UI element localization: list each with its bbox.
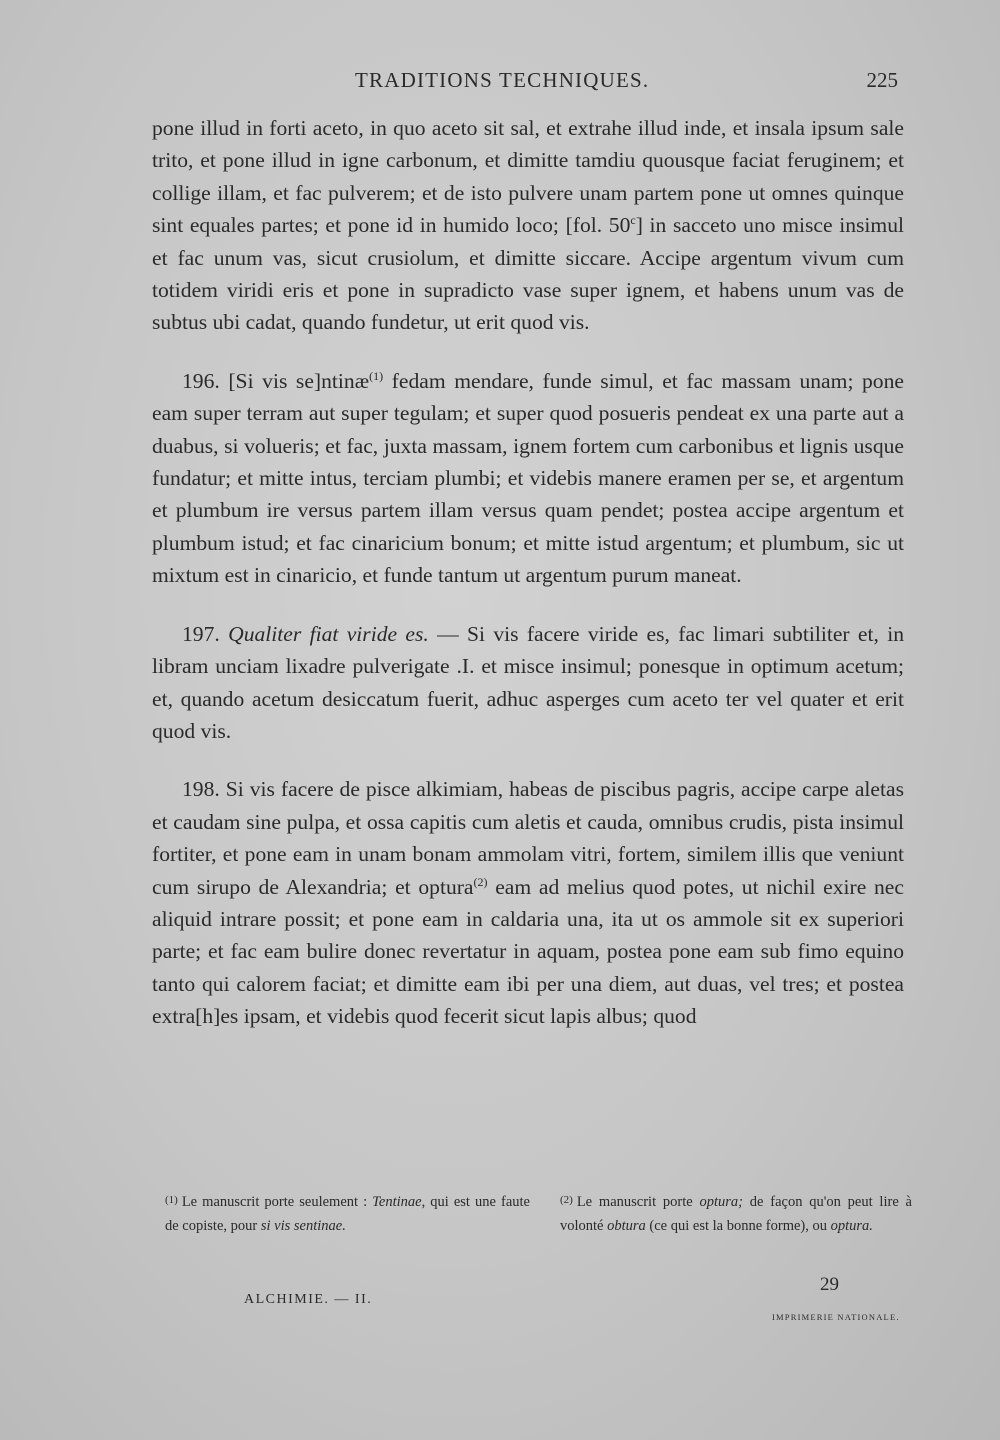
paragraph-continued [152,112,904,339]
paragraph-text: ] in sacceto uno misce insimul et fac unum vas, sicut crusiolum, et dimitte siccare. Accipe argentum vivum cum totidem viridi eris et pone in supradicto vase super ignem, et habens unum vas de subtus ubi cadat, quando fundetur, ut erit quod vis. [152,213,904,335]
footnote-text: Le manuscrit porte [576,1194,700,1210]
paragraph-198 [152,773,904,1032]
footnote-italic: optura. [830,1218,873,1234]
footnote-text: (ce qui est la bonne forme), ou [645,1218,831,1234]
main-text [152,112,904,1033]
printer-signature: ALCHIMIE. — II. [244,1292,373,1307]
footnote-italic: si vis sentinae. [260,1218,346,1234]
footnote-marker: (1) [165,1194,178,1206]
footnote-text: , qui est une faute de copiste, pour [165,1194,530,1234]
page-number: 225 [866,68,898,92]
paragraph-196 [152,365,904,592]
paragraph-text: — Si vis facere viride es, fac limari subtiliter et, in libram unciam lixadre pulverigate .I. et misce insimul; ponesque in optimum acetum; et, quando acetum desiccatum fuerit, adhuc asperges cum aceto ter vel quater et erit quod vis. [152,621,905,743]
paragraph-heading: Qualiter fiat viride es. [228,621,429,646]
footnote-italic: Tentinae [372,1194,422,1210]
folio-superscript: c [630,213,636,228]
paragraph-number: 197. [182,621,229,646]
footnote-ref-2: (2) [473,874,488,889]
footnote-italic: obtura [607,1218,646,1234]
paragraph-text: 198. Si vis facere de pisce alkimiam, habeas de piscibus pagris, accipe carpe aletas et caudam sine pulpa, et ossa capitis cum aletis et cauda, omnibus crudis, pista insimul fortiter, et pone eam in unam bonam ammolam vitri, fortem, similem illis que veniunt cum sirupo de Alexandria; et optura [152,777,904,899]
footnote-text: Le manuscrit porte seulement : [181,1194,373,1210]
paragraph-197 [152,618,904,748]
sheet-number: 29 [820,1274,839,1295]
printer-imprint: IMPRIMERIE NATIONALE. [772,1312,900,1322]
paragraph-text: 196. [Si vis se]ntinæ [182,368,370,393]
footnote-italic: optura; [699,1194,743,1210]
footnote-1 [165,1188,530,1238]
paragraph-text: eam ad melius quod potes, ut nichil exire nec aliquid intrare possit; et pone eam in caldaria una, ita ut os ammole sit ex superiori parte; et fac eam bulire donec revertatur in aquam, postea pone eam sub fimo equino tanto qui calorem faciat; et dimitte eam ibi per una diem, aut duas, vel tres; et postea extra[h]es ipsam, et videbis quod fecerit sicut lapis albus; quod [152,874,904,1029]
footnote-ref-1: (1) [369,368,384,383]
running-title: TRADITIONS TECHNIQUES. [355,68,650,92]
footnote-text: de façon qu'on peut lire à volonté [560,1194,912,1234]
footnote-2 [560,1188,912,1238]
paragraph-text: fedam mendare, funde simul, et fac massam unam; pone eam super terram aut super tegulam; et super quod posueris pendeat ex una parte aut a duabus, si volueris; et fac, juxta massam, ignem fortem cum carbonibus et lignis usque fundatur; et mitte intus, terciam plumbi; et videbis manere eramen per se, et argentum et plumbum ire versus partem illam versus quam pendet; postea accipe argentum et plumbum istud; et fac cinaricium bonum; et mitte istud argentum; et plumbum, sic ut mixtum est in cinaricio, et funde tantum ut argentum purum maneat. [152,368,904,588]
footnote-marker: (2) [560,1194,573,1206]
paragraph-text: pone illud in forti aceto, in quo aceto sit sal, et extrahe illud inde, et insala ipsum sale trito, et pone illud in igne carbonum, et dimitte tamdiu quousque faciat feruginem; et collige illam, et fac pulverem; et de isto pulvere unam partem pone ut omnes quinque sint equales partes; et pone id in humido loco; [fol. 50 [152,116,904,238]
page-header [150,68,910,98]
